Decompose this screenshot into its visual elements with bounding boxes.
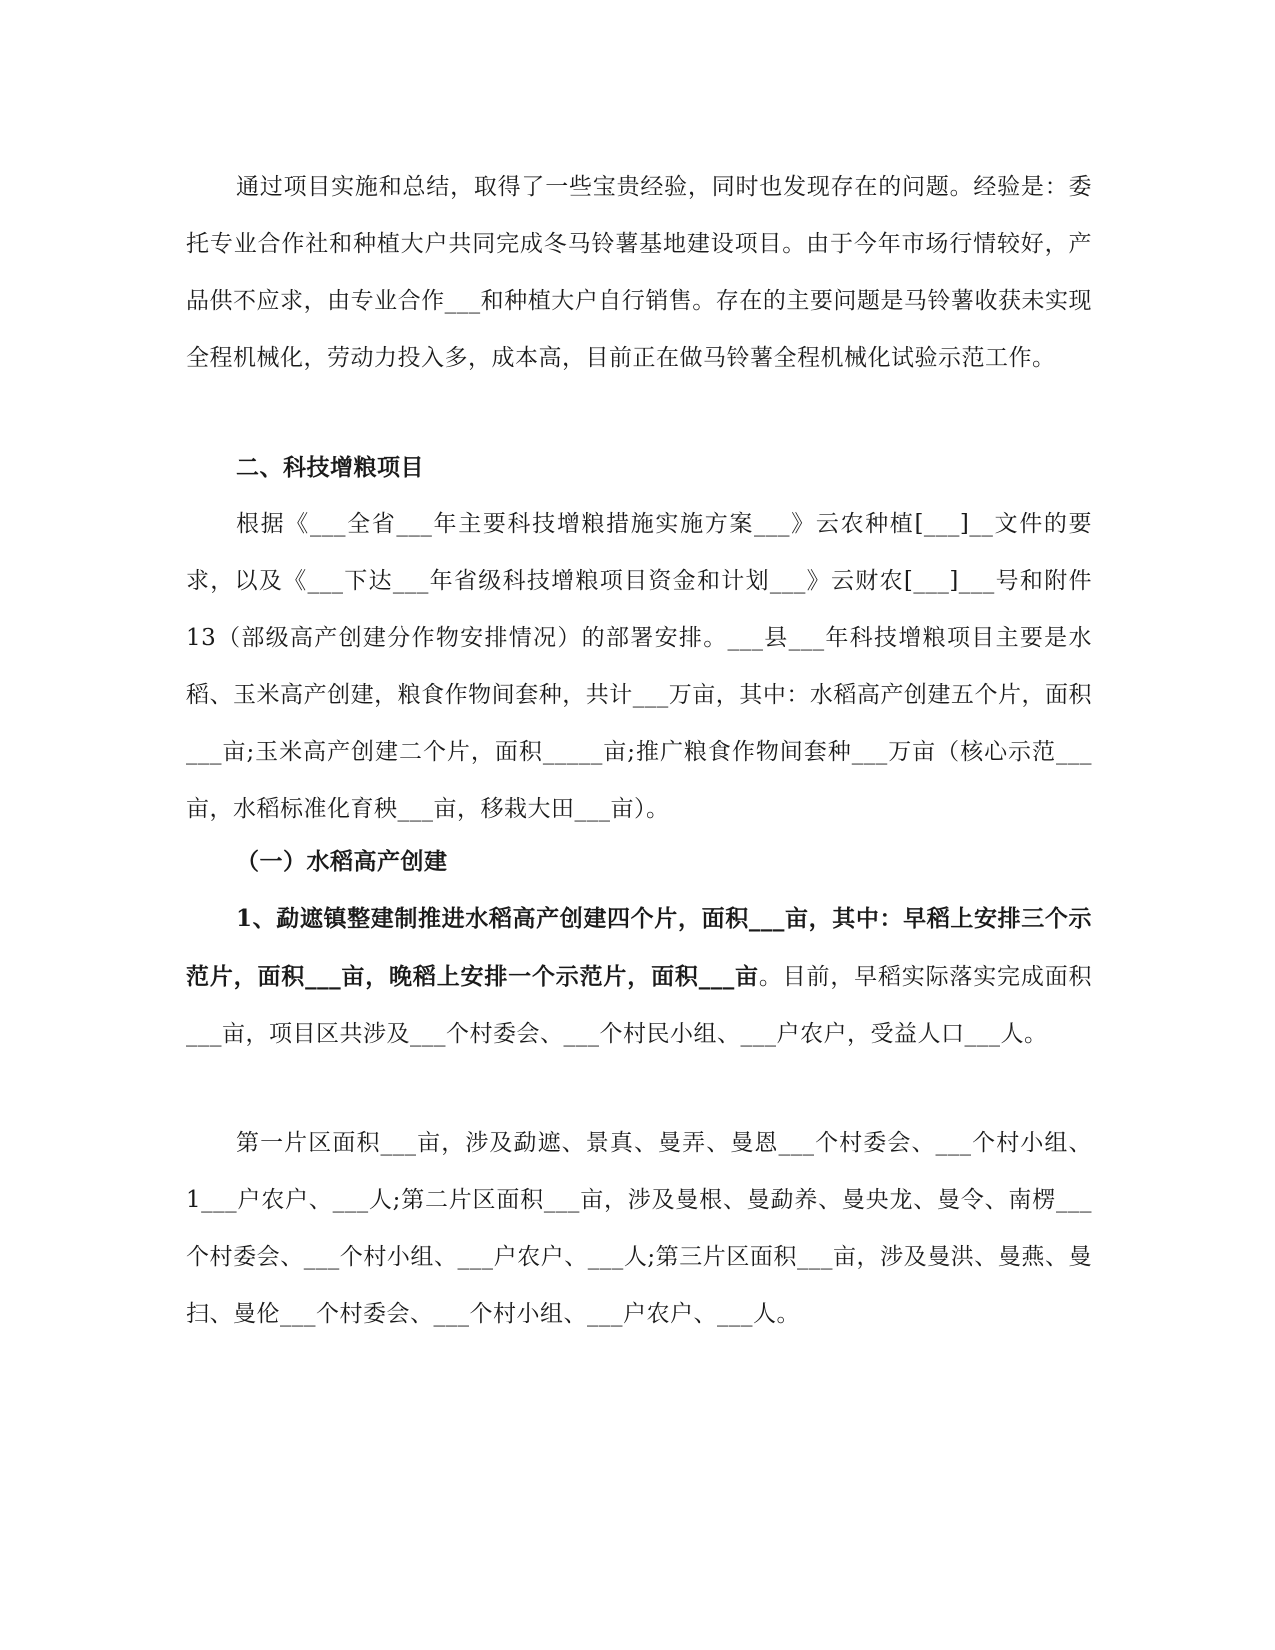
heading-tech-grain-project: 二、科技增粮项目 bbox=[236, 454, 424, 481]
paragraph-tech-grain-basis: 根据《___全省___年主要科技增粮措施实施方案___》云农种植[___]__文件的要求，以及《___下达___年省级科技增粮项目资金和计划___》云财农[___]___号和附件13（部级高产创建分作物安排情况）的部署安排。___县___年科技增粮项目主要是水稻、玉米高产创建，粮食作物间套种，共计___万亩，其中：水稻高产创建五个片，面积___亩;玉米高产创建二个片，面积_____亩;推广粮食作物间套种___万亩（核心示范___亩，水稻标准化育秧___亩，移栽大田___亩）。 bbox=[186, 511, 1092, 822]
heading-rice-high-yield: （一）水稻高产创建 bbox=[236, 848, 448, 875]
paragraph-mengzhe-rice-bold: 1、勐遮镇整建制推进水稻高产创建四个片，面积___亩，其中：早稻上安排三个示范片，面积___亩，晚稻上安排一个示范片，面积___亩 bbox=[186, 905, 1092, 990]
paragraph-experience: 通过项目实施和总结，取得了一些宝贵经验，同时也发现存在的问题。经验是：委托专业合作社和种植大户共同完成冬马铃薯基地建设项目。由于今年市场行情较好，产品供不应求，由专业合作___和种植大户自行销售。存在的主要问题是马铃薯收获未实现全程机械化，劳动力投入多，成本高，目前正在做马铃薯全程机械化试验示范工作。 bbox=[186, 174, 1092, 371]
paragraph-areas-detail: 第一片区面积___亩，涉及勐遮、景真、曼弄、曼恩___个村委会、___个村小组、1___户农户、___人;第二片区面积___亩，涉及曼根、曼勐养、曼央龙、曼令、南楞___个村委会、___个村小组、___户农户、___人;第三片区面积___亩，涉及曼洪、曼燕、曼扫、曼伦___个村委会、___个村小组、___户农户、___人。 bbox=[186, 1130, 1093, 1327]
paragraph-mengzhe-rice bbox=[186, 890, 1092, 1063]
paragraph-mengzhe-rice-rest: 。目前，早稻实际落实完成面积___亩，项目区共涉及___个村委会、___个村民小组、___户农户，受益人口___人。 bbox=[186, 964, 1093, 1047]
